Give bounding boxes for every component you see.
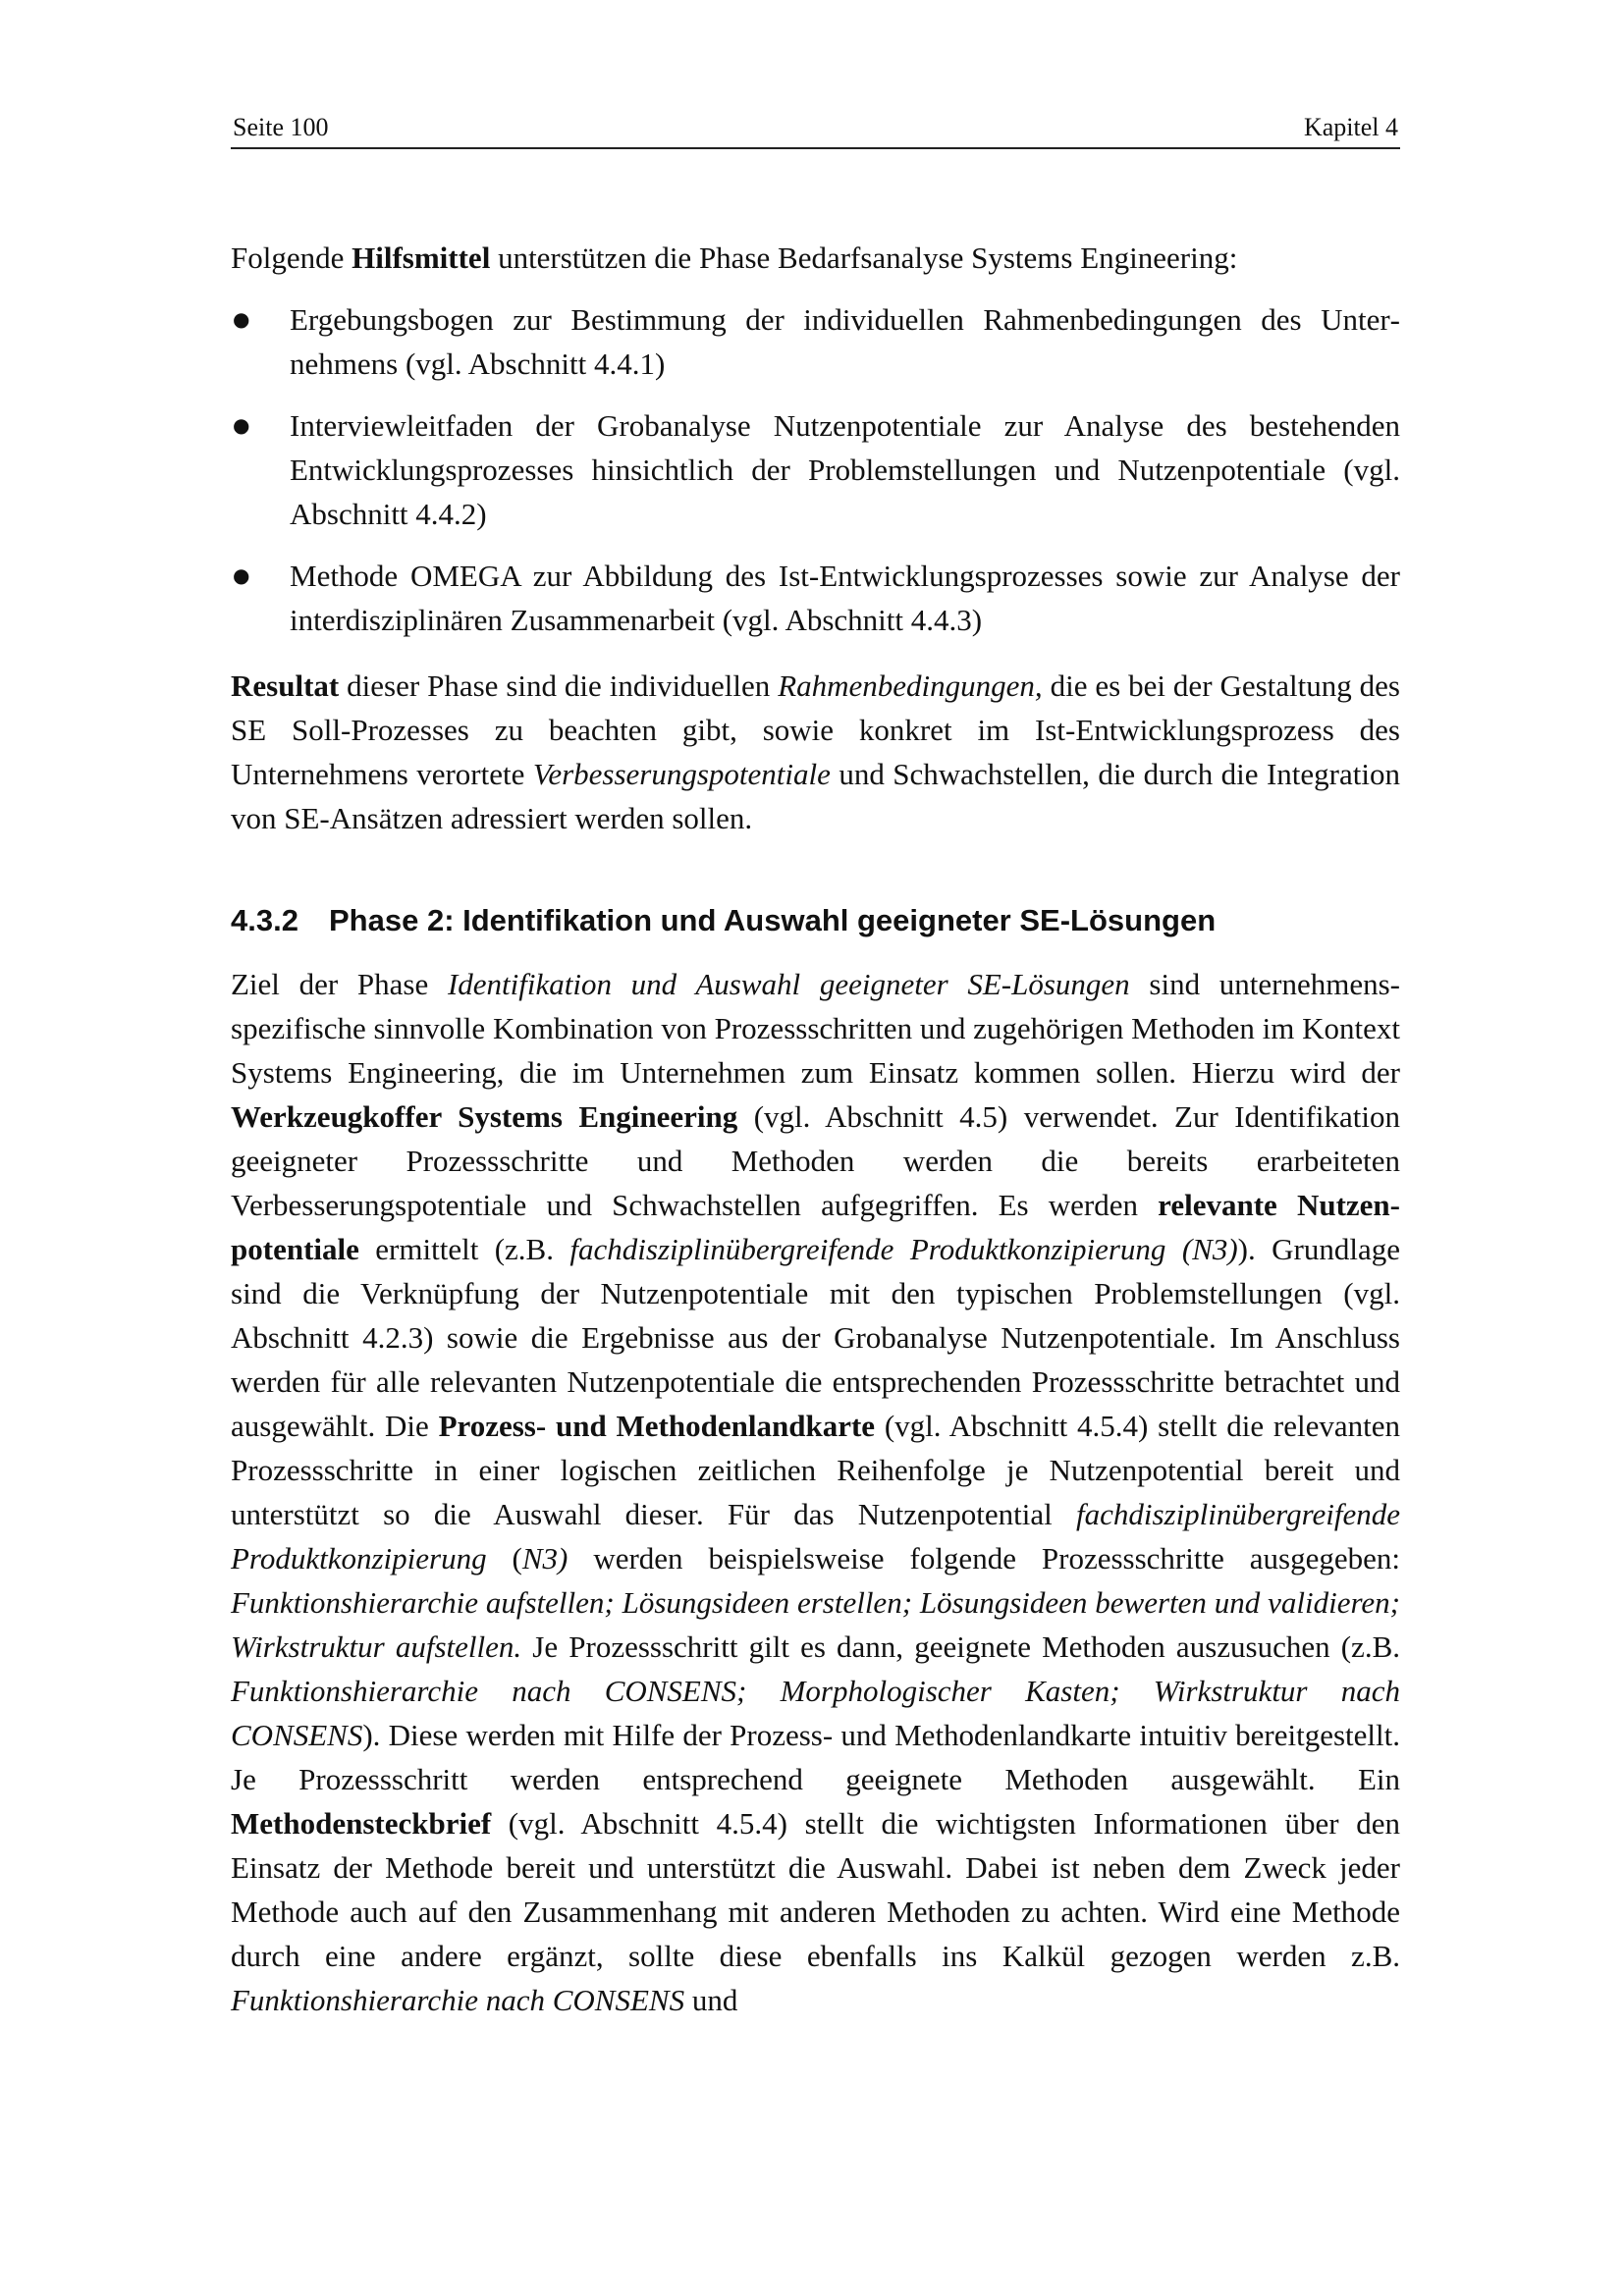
bullet-icon: ●	[233, 307, 250, 331]
intro-text: Folgende	[231, 240, 352, 275]
result-text: die es bei der Gestaltung des SE Soll-Prozesses zu beachten gibt, sowie konkret im Ist-Entwicklungsprozess des Unternehmens verortete	[231, 668, 1400, 791]
text-run: (vgl. Abschnitt 4.5) verwendet. Zur Identifikation geeigneter Prozessschritte und Methoden werden die bereits erarbeiteten Verbesserungspotentiale und Schwachstellen aufgegriffen. Es werden	[231, 1099, 1400, 1222]
intro-emphasis: Hilfsmittel	[352, 240, 491, 275]
result-emphasis: Resultat	[231, 668, 340, 703]
tools-list	[231, 297, 1400, 642]
italic-run: fachdisziplinübergreifende Produktkonzipierung (N3)	[569, 1232, 1238, 1266]
result-text: dieser Phase sind die individuellen	[339, 668, 779, 703]
list-item-text: Methode OMEGA zur Abbildung des Ist-Entwicklungsprozesses sowie zur Analyse der interdisziplinären Zusammenarbeit (vgl. Abschnitt 4.4.3)	[290, 559, 1400, 637]
list-item	[231, 554, 1400, 642]
text-run: und	[684, 1983, 738, 2017]
text-run: Ziel der Phase	[231, 967, 448, 1001]
italic-run: fachdisziplinübergreifende Produktkonzipierung	[231, 1497, 1400, 1575]
text-run: sind unternehmensspezifische sinnvolle Kombination von Prozessschritten und zugehörigen Methoden im Kontext Systems Engineering, die im Unternehmen zum Einsatz kommen sollen. Hierzu wird der	[231, 967, 1400, 1090]
italic-run: N3)	[521, 1541, 568, 1575]
section-number: 4.3.2	[231, 903, 298, 937]
text-run: Je Prozessschritt gilt es dann, geeignete Methoden auszusuchen (z.B.	[521, 1629, 1400, 1664]
text-run: ). Grundlage sind die Verknüpfung der Nutzenpotentiale mit den typischen Problemstellungen (vgl. Abschnitt 4.2.3) sowie die Ergebnisse aus der Grobanalyse Nutzenpotentiale. Im Anschluss werden für alle relevanten Nutzenpotentiale die entsprechenden Prozessschritte betrachtet und ausgewählt. Die	[231, 1232, 1400, 1443]
section-title: Phase 2: Identifikation und Auswahl geeigneter SE-Lösungen	[329, 903, 1217, 937]
italic-run: Funktionshierarchie nach CONSENS; Morphologischer Kasten; Wirkstruktur nach CONSENS	[231, 1674, 1400, 1752]
italic-run: Funktionshierarchie nach CONSENS	[231, 1983, 685, 2017]
text-run: (	[486, 1541, 522, 1575]
bold-run: relevante Nutzenpotentiale	[231, 1188, 1400, 1266]
intro-paragraph	[231, 236, 1400, 280]
bold-run: Methodensteckbrief	[231, 1806, 492, 1841]
list-item-text: Interviewleitfaden der Grobanalyse Nutzenpotentiale zur Analyse des bestehenden Entwicklungsprozesses hinsichtlich der Problemstellungen und Nutzenpotentiale (vgl. Abschnitt 4.4.2)	[290, 408, 1400, 531]
intro-text-end: unterstützen die Phase Bedarfsanalyse Systems Engineering:	[490, 240, 1238, 275]
text-run: ). Diese werden mit Hilfe der Prozess- und Methodenlandkarte intuitiv bereitgestellt. Je Prozessschritt werden entsprechend geeignete Methoden ausgewählt. Ein	[231, 1718, 1400, 1796]
bold-run: Werkzeugkoffer Systems Engineering	[231, 1099, 738, 1134]
result-text: und Schwachstellen, die durch die Integration von SE-Ansätzen adressiert werden sollen.	[231, 757, 1400, 835]
phase2-paragraph	[231, 962, 1400, 2022]
result-italic: Rahmenbedingungen,	[778, 668, 1043, 703]
italic-run: Funktionshierarchie aufstellen; Lösungsideen erstellen; Lösungsideen bewerten und validieren; Wirkstruktur aufstellen.	[231, 1585, 1400, 1664]
text-run: (vgl. Abschnitt 4.5.4) stellt die wichtigsten Informationen über den Einsatz der Methode bereit und unterstützt die Auswahl. Dabei ist neben dem Zweck jeder Methode auch auf den Zusammenhang mit anderen Methoden zu achten. Wird eine Methode durch eine andere ergänzt, sollte diese ebenfalls ins Kalkül gezogen werden z.B.	[231, 1806, 1400, 1973]
text-run: ermittelt (z.B.	[358, 1232, 570, 1266]
running-header	[231, 108, 1400, 149]
italic-run: Identifikation und Auswahl geeigneter SE-Lösungen	[447, 967, 1130, 1001]
bold-run: Prozess- und Methodenlandkarte	[438, 1409, 876, 1443]
text-run: (vgl. Abschnitt 4.5.4) stellt die relevanten Prozessschritte in einer logischen zeitlichen Reihenfolge je Nutzenpotential bereit und unterstützt so die Auswahl dieser. Für das Nutzenpotential	[231, 1409, 1400, 1531]
result-paragraph	[231, 664, 1400, 840]
list-item-text: Ergebungsbogen zur Bestimmung der individuellen Rahmenbedingungen des Unternehmens (vgl. Abschnitt 4.4.1)	[290, 302, 1400, 381]
section-heading	[231, 901, 1400, 940]
result-italic: Verbesserungspotentiale	[532, 757, 831, 791]
list-item	[231, 297, 1400, 386]
bullet-icon: ●	[233, 563, 250, 587]
list-item	[231, 403, 1400, 536]
chapter-label: Kapitel 4	[1303, 113, 1398, 141]
page-number: Seite 100	[233, 113, 329, 141]
bullet-icon: ●	[233, 413, 250, 437]
text-run: werden beispielsweise folgende Prozessschritte ausgegeben:	[568, 1541, 1401, 1575]
body-text	[231, 236, 1400, 2022]
